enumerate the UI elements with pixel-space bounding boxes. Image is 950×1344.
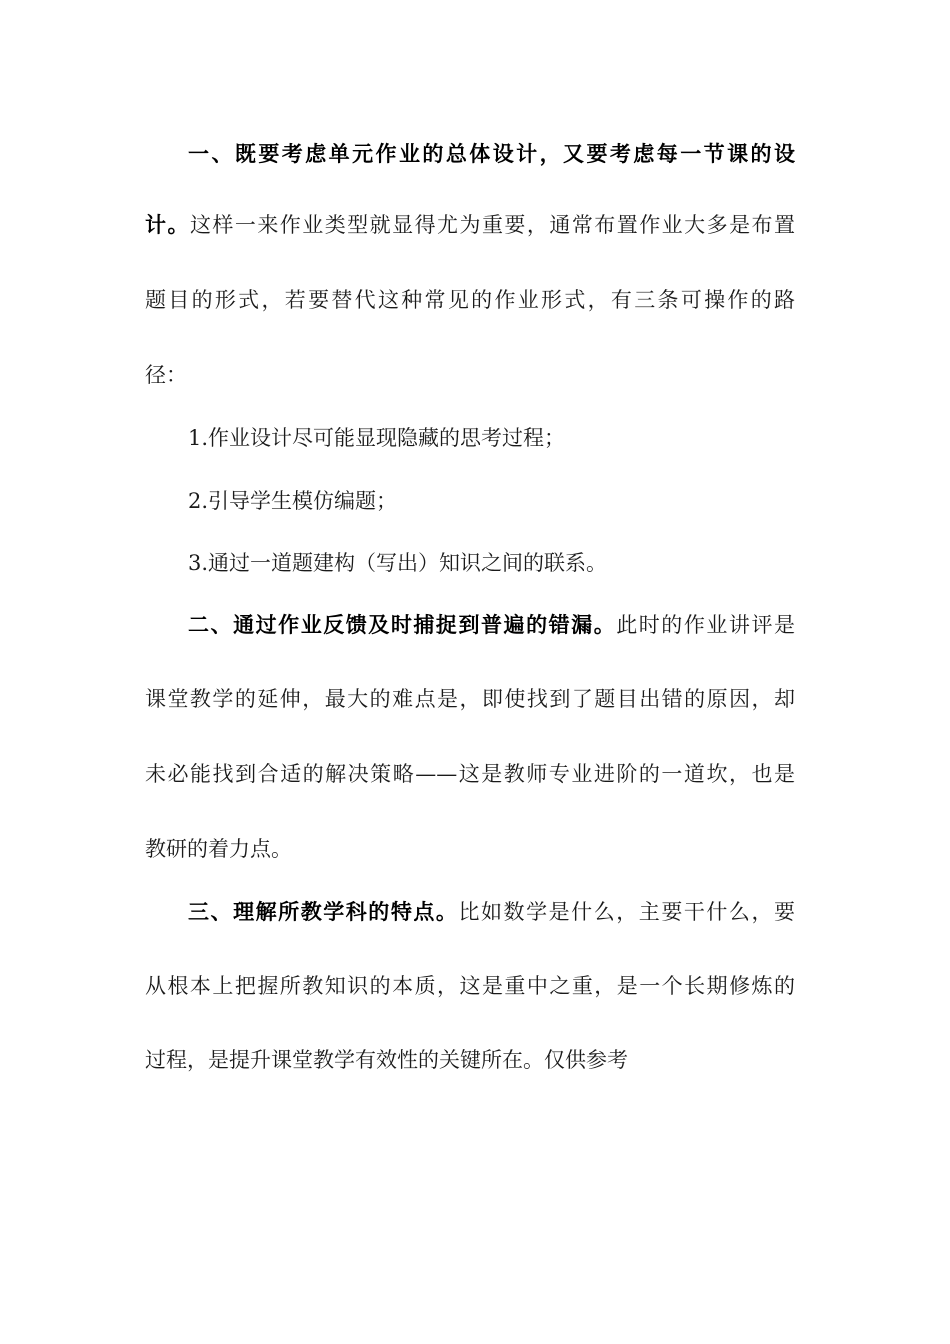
section1-line4: 径： [145,363,187,387]
section3-line1-text: 比如数学是什么，主要干什么，要 [458,900,795,924]
section2-line4: 教研的着力点。 [145,837,292,861]
section1-heading: 一、既要考虑单元作业的总体设计，又要考虑每一节课的设 [188,141,795,166]
section2-line1 [188,610,795,640]
section3-line2: 从根本上把握所教知识的本质，这是重中之重，是一个长期修炼的 [145,974,795,998]
section1-heading-line [188,139,795,169]
list-item-3: 3.通过一道题建构（写出）知识之间的联系。 [188,551,608,575]
section1-heading-end: 计。 [145,212,190,237]
section3-heading: 三、理解所教学科的特点。 [188,899,459,924]
list-item-1: 1.作业设计尽可能显现隐藏的思考过程； [188,426,566,450]
list-item-2: 2.引导学生模仿编题； [188,489,398,513]
section3-line1 [188,897,795,927]
section2-line2: 课堂教学的延伸，最大的难点是，即使找到了题目出错的原因，却 [145,687,795,711]
section2-line1-text: 此时的作业讲评是 [616,613,795,637]
section2-line3: 未必能找到合适的解决策略——这是教师专业进阶的一道坎，也是 [145,762,795,786]
section1-line3: 题目的形式，若要替代这种常见的作业形式，有三条可操作的路 [145,288,795,312]
section1-line2 [145,210,795,240]
section2-heading: 二、通过作业反馈及时捕捉到普遍的错漏。 [188,612,617,637]
section3-line3: 过程，是提升课堂教学有效性的关键所在。仅供参考 [145,1048,628,1072]
section1-line2-text: 这样一来作业类型就显得尤为重要，通常布置作业大多是布置 [189,213,795,237]
